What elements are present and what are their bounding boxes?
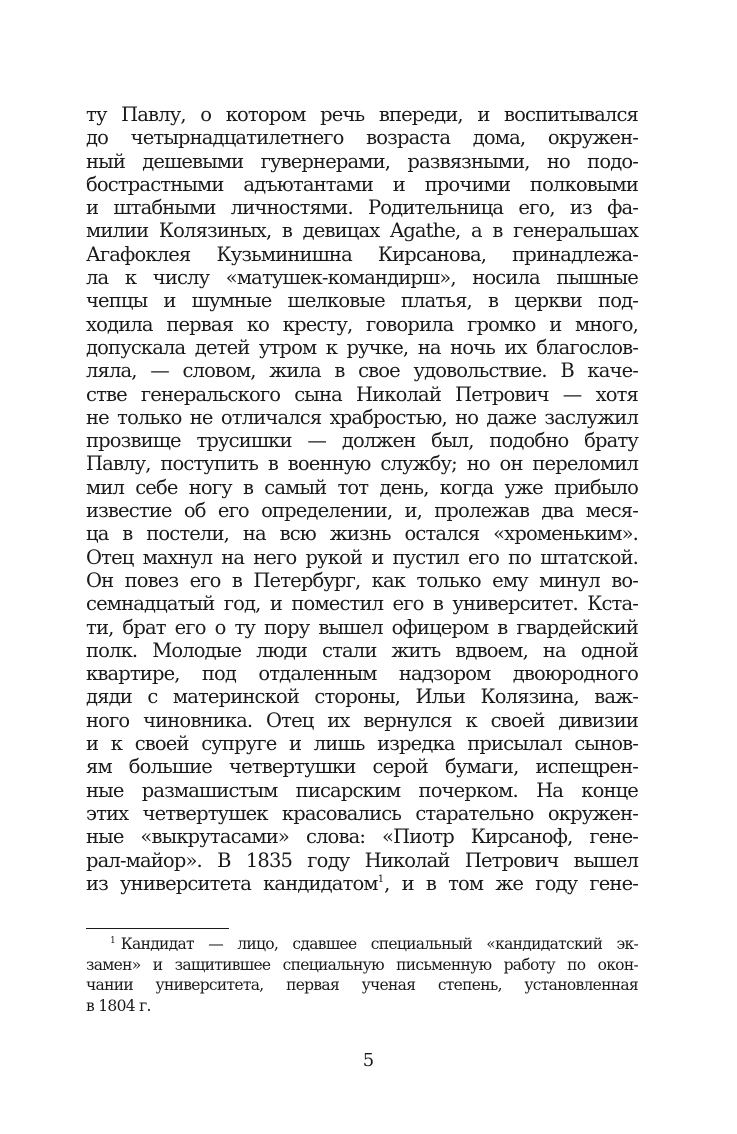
text-line: этих четвертушек красовались старательно окружен-	[86, 801, 638, 825]
text-line: ные размашистым писарским почерком. На конце	[86, 778, 638, 802]
text-line: бострастными адъютантами и прочими полковыми	[86, 172, 638, 196]
text-line: ла к числу «матушек-командирш», носила пышные	[86, 266, 638, 290]
text-line: и штабными личностями. Родительница его, из фа-	[86, 196, 638, 220]
page-number: 5	[362, 1050, 375, 1071]
text-segment: из университета кандидатом	[86, 871, 378, 895]
text-line: ям большие четвертушки серой бумаги, испещрен-	[86, 755, 638, 779]
footnote-line: чании университета, первая ученая степень, установленная	[86, 976, 638, 994]
footnote-text: Кандидат — лицо, сдавшее специальный «кандидатский эк-	[120, 935, 638, 953]
text-line: прозвище трусишки — должен был, подобно брату	[86, 429, 638, 453]
footnote-line	[86, 934, 638, 955]
footnote-line: замен» и защитившее специальную письменную работу по окон-	[86, 955, 638, 974]
text-line: чепцы и шумные шелковые платья, в церкви под-	[86, 289, 638, 313]
text-line: Отец махнул на него рукой и пустил его по штатской.	[86, 545, 638, 569]
text-line: мил себе ногу в самый тот день, когда уже прибыло	[86, 475, 638, 499]
text-line: ные «выкрутасами» слова: «Пиотр Кирсаноф, гене-	[86, 825, 638, 849]
text-line: дяди с материнской стороны, Ильи Колязина, важ-	[86, 685, 638, 709]
footnote	[86, 934, 638, 1016]
text-line: семнадцатый год, и поместил его в университет. Кста-	[86, 592, 638, 616]
footnote-line: в 1804 г.	[86, 996, 151, 1015]
text-line: допускала детей утром к ручке, на ночь их благослов-	[86, 335, 638, 359]
text-line: ту Павлу, о котором речь впереди, и воспитывался	[86, 103, 638, 126]
text-line: ляла, — словом, жила в свое удовольствие. В каче-	[86, 359, 638, 383]
text-line: ти, брат его о ту пору вышел офицером в гвардейский	[86, 615, 638, 639]
footnote-mark: 1	[110, 936, 116, 946]
text-line: стве генеральского сына Николай Петрович — хотя	[86, 382, 638, 406]
text-line: Павлу, поступить в военную службу; но он переломил	[86, 452, 638, 476]
text-line: ный дешевыми гувернерами, развязными, но подо-	[86, 149, 638, 173]
text-line: известие об его определении, и, пролежав два меся-	[86, 499, 638, 523]
text-line: квартире, под отдаленным надзором двоюродного	[86, 662, 638, 686]
text-line: полк. Молодые люди стали жить вдвоем, на одной	[86, 638, 638, 662]
text-line: Агафоклея Кузьминишна Кирсанова, принадлежа-	[86, 242, 638, 266]
footnote-reference[interactable]: 1	[377, 873, 385, 885]
text-line: не только не отличался храбростью, но даже заслужил	[86, 405, 638, 429]
text-line: милии Колязиных, в девицах Agathe, а в генеральшах	[86, 219, 638, 243]
text-line: ходила первая ко кресту, говорила громко и много,	[86, 312, 638, 336]
text-line: ного чиновника. Отец их вернулся к своей дивизии	[86, 708, 638, 732]
body-text	[86, 103, 638, 895]
text-line: и к своей супруге и лишь изредка присылал сынов-	[86, 732, 638, 756]
text-segment: , и в том же году гене-	[384, 871, 638, 895]
text-line: до четырнадцатилетнего возраста дома, окружен-	[86, 126, 638, 150]
text-line-with-footnote	[86, 872, 638, 895]
text-line: Он повез его в Петербург, как только ему минул во-	[86, 568, 638, 592]
footnote-divider	[86, 928, 229, 929]
text-line: рал-майор». В 1835 году Николай Петрович вышел	[86, 848, 638, 872]
text-line: ца в постели, на всю жизнь остался «хроменьким».	[86, 522, 638, 546]
